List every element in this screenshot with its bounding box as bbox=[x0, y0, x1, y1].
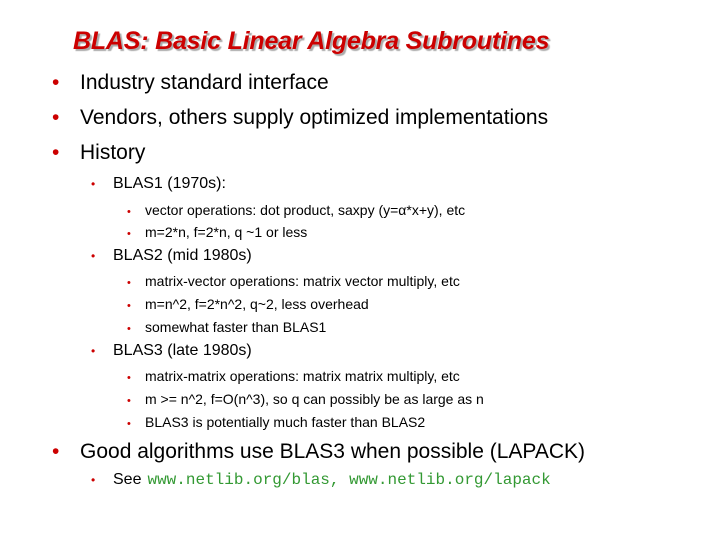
bullet-icon: • bbox=[52, 141, 60, 164]
sub-bullet-item bbox=[91, 175, 226, 193]
bullet-item bbox=[52, 141, 145, 165]
bullet-icon: • bbox=[127, 228, 131, 240]
sub-sub-bullet-item bbox=[127, 368, 460, 384]
bullet-icon: • bbox=[91, 177, 96, 191]
bullet-text: BLAS1 (1970s): bbox=[113, 175, 226, 192]
bullet-text: BLAS2 (mid 1980s) bbox=[113, 247, 252, 264]
bullet-text: m >= n^2, f=O(n^3), so q can possibly be as large as n bbox=[145, 391, 484, 407]
sub-sub-bullet-item bbox=[127, 296, 369, 312]
bullet-text: History bbox=[80, 141, 146, 164]
bullet-text: m=n^2, f=2*n^2, q~2, less overhead bbox=[145, 296, 369, 312]
slide-title: BLAS: Basic Linear Algebra Subroutines bbox=[73, 27, 550, 55]
bullet-icon: • bbox=[91, 344, 96, 358]
bullet-icon: • bbox=[127, 323, 131, 335]
sub-sub-bullet-item bbox=[127, 414, 425, 430]
sub-bullet-item bbox=[91, 247, 252, 265]
bullet-icon: • bbox=[52, 71, 60, 94]
bullet-text: Industry standard interface bbox=[80, 71, 329, 94]
bullet-icon: • bbox=[127, 277, 131, 289]
bullet-icon: • bbox=[127, 395, 131, 407]
bullet-text: See bbox=[113, 471, 142, 488]
bullet-icon: • bbox=[91, 473, 96, 487]
bullet-icon: • bbox=[127, 372, 131, 384]
bullet-text: somewhat faster than BLAS1 bbox=[145, 319, 327, 335]
bullet-item bbox=[52, 71, 329, 95]
sub-sub-bullet-item bbox=[127, 273, 460, 289]
sub-sub-bullet-item bbox=[127, 202, 465, 218]
sub-bullet-item bbox=[91, 471, 551, 489]
bullet-text: m=2*n, f=2*n, q ~1 or less bbox=[145, 224, 308, 240]
bullet-text: vector operations: dot product, saxpy (y=α*x+y), etc bbox=[145, 202, 466, 218]
bullet-item bbox=[52, 106, 548, 130]
bullet-item bbox=[52, 440, 585, 464]
sub-sub-bullet-item bbox=[127, 319, 326, 335]
sub-sub-bullet-item bbox=[127, 391, 484, 407]
bullet-text: BLAS3 (late 1980s) bbox=[113, 342, 252, 359]
bullet-icon: • bbox=[127, 300, 131, 312]
bullet-icon: • bbox=[127, 206, 131, 218]
bullet-text: Good algorithms use BLAS3 when possible (LAPACK) bbox=[80, 440, 586, 463]
bullet-text: matrix-vector operations: matrix vector multiply, etc bbox=[145, 273, 460, 289]
bullet-text: matrix-matrix operations: matrix matrix multiply, etc bbox=[145, 368, 460, 384]
netlib-links: www.netlib.org/blas, www.netlib.org/lapack bbox=[147, 471, 551, 489]
sub-bullet-item bbox=[91, 342, 252, 360]
bullet-text: BLAS3 is potentially much faster than BLAS2 bbox=[145, 414, 426, 430]
sub-sub-bullet-item bbox=[127, 224, 307, 240]
bullet-icon: • bbox=[91, 249, 96, 263]
bullet-icon: • bbox=[127, 418, 131, 430]
bullet-text: Vendors, others supply optimized implementations bbox=[80, 106, 549, 129]
bullet-icon: • bbox=[52, 106, 60, 129]
bullet-icon: • bbox=[52, 440, 60, 463]
